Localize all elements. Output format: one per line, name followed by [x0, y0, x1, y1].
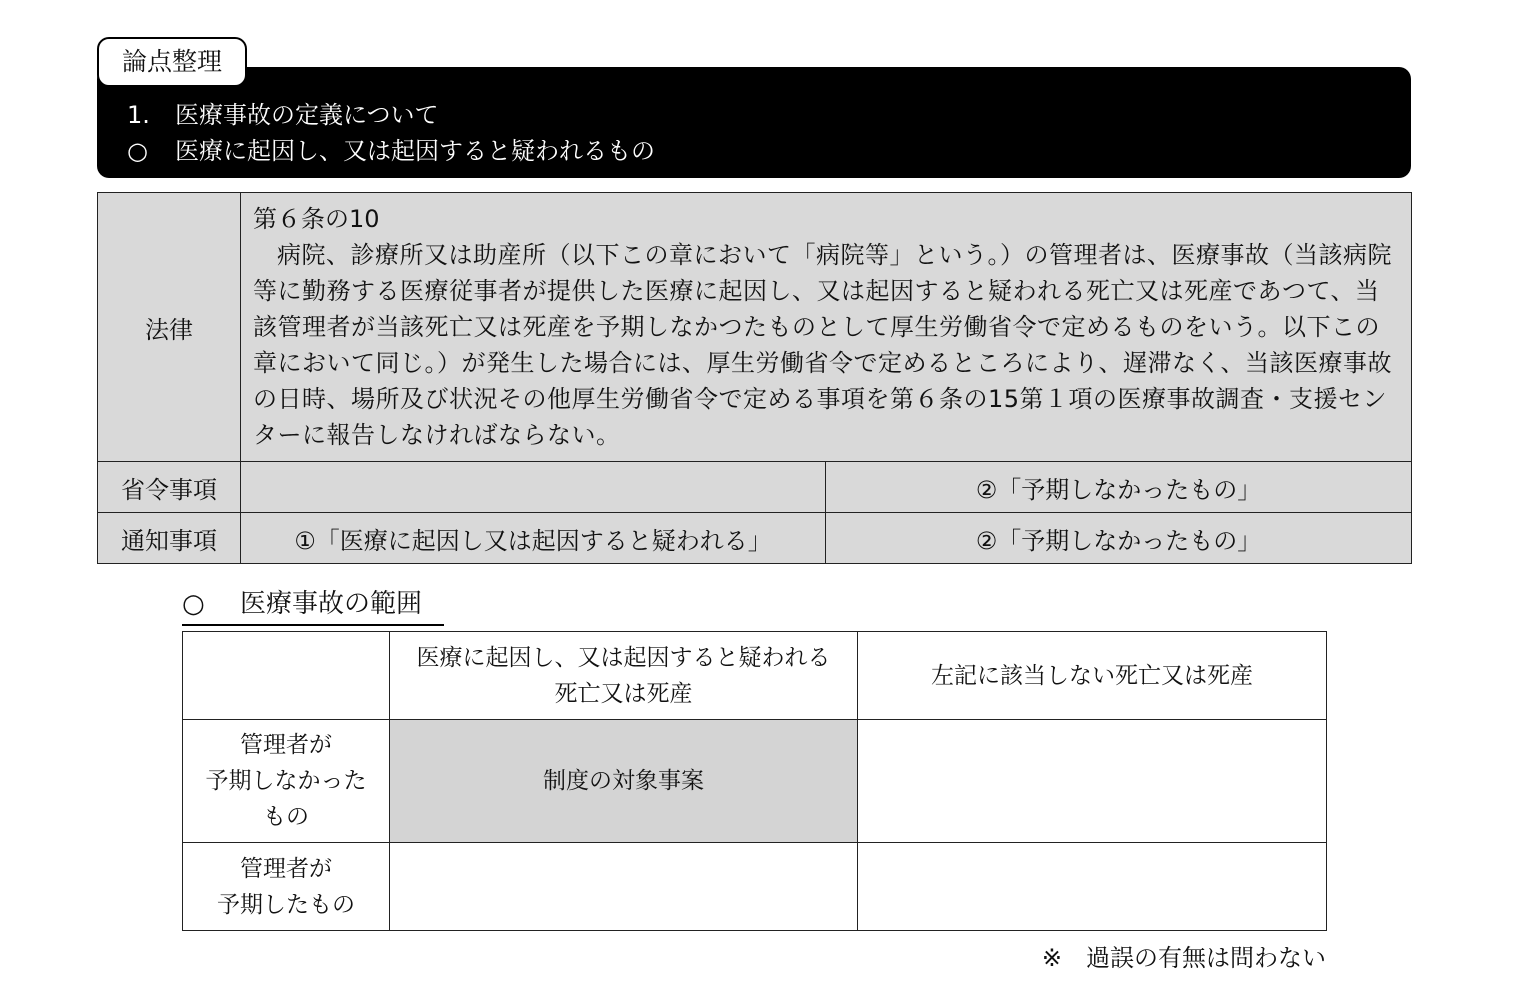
scope-row-2-label-line2: 予期したもの	[217, 891, 355, 918]
notice-label: 通知事項	[98, 513, 241, 564]
scope-row-1-label-line1: 管理者が	[240, 732, 332, 758]
ordinance-cell-1	[241, 462, 826, 513]
scope-table	[182, 631, 1327, 931]
law-body	[241, 193, 1412, 462]
scope-row-1-label-line3: もの	[263, 804, 309, 830]
banner-line-2	[127, 133, 1411, 169]
footnote: ※ 過誤の有無は問わない	[1041, 944, 1326, 972]
banner-title: 医療事故の定義について	[175, 101, 439, 129]
scope-target-cell: 制度の対象事案	[390, 720, 858, 843]
scope-title: 医療事故の範囲	[240, 589, 423, 619]
article-number: 第６条の10	[253, 205, 380, 233]
banner-number: 1.	[127, 101, 150, 129]
header-banner	[97, 67, 1411, 178]
law-row	[98, 193, 1412, 462]
scope-row-2-label	[183, 843, 390, 931]
scope-col-header-1-line2: 死亡又は死産	[554, 680, 693, 707]
banner-line-1	[127, 97, 1411, 133]
ordinance-row	[98, 462, 1412, 513]
article-text: 病院、診療所又は助産所（以下この章において「病院等」という。）の管理者は、医療事故（当該病院等に勤務する医療従事者が提供した医療に起因し、又は起因すると疑われる死亡又は死産であつて、当該管理者が当該死亡又は死産を予期しなかつたものとして厚生労働省令で定めるものをいう。以下この章において同じ。）が発生した場合には、厚生労働省令で定めるところにより、遅滞なく、当該医療事故の日時、場所及び状況その他厚生労働省令で定める事項を第６条の15第１項の医療事故調査・支援センターに報告しなければならない。	[253, 241, 1393, 449]
scope-row-2-label-line1: 管理者が	[240, 855, 332, 882]
scope-row-1-label	[183, 720, 390, 843]
scope-heading	[182, 586, 444, 626]
scope-row-1	[183, 720, 1327, 843]
scope-corner-cell	[183, 632, 390, 720]
law-label: 法律	[98, 193, 241, 462]
scope-row-1-label-line2: 予期しなかった	[205, 768, 367, 794]
scope-header-row	[183, 632, 1327, 720]
notice-cell-2: ②「予期しなかったもの」	[826, 513, 1412, 564]
banner-subtitle: 医療に起因し、又は起因すると疑われるもの	[175, 137, 655, 165]
scope-row-2-cell-2	[858, 843, 1327, 931]
ordinance-label: 省令事項	[98, 462, 241, 513]
scope-row-1-cell-2	[858, 720, 1327, 843]
ordinance-cell-2: ②「予期しなかったもの」	[826, 462, 1412, 513]
notice-cell-1: ①「医療に起因し又は起因すると疑われる」	[241, 513, 826, 564]
scope-col-header-1	[390, 632, 858, 720]
law-table	[97, 192, 1412, 564]
scope-row-2	[183, 843, 1327, 931]
circle-icon: ○	[182, 589, 205, 619]
notice-row	[98, 513, 1412, 564]
section-tab: 論点整理	[97, 37, 247, 87]
scope-row-2-cell-1	[390, 843, 858, 931]
circle-icon: ○	[127, 137, 148, 165]
scope-col-header-1-line1: 医療に起因し、又は起因すると疑われる	[416, 644, 831, 671]
scope-col-header-2: 左記に該当しない死亡又は死産	[858, 632, 1327, 720]
